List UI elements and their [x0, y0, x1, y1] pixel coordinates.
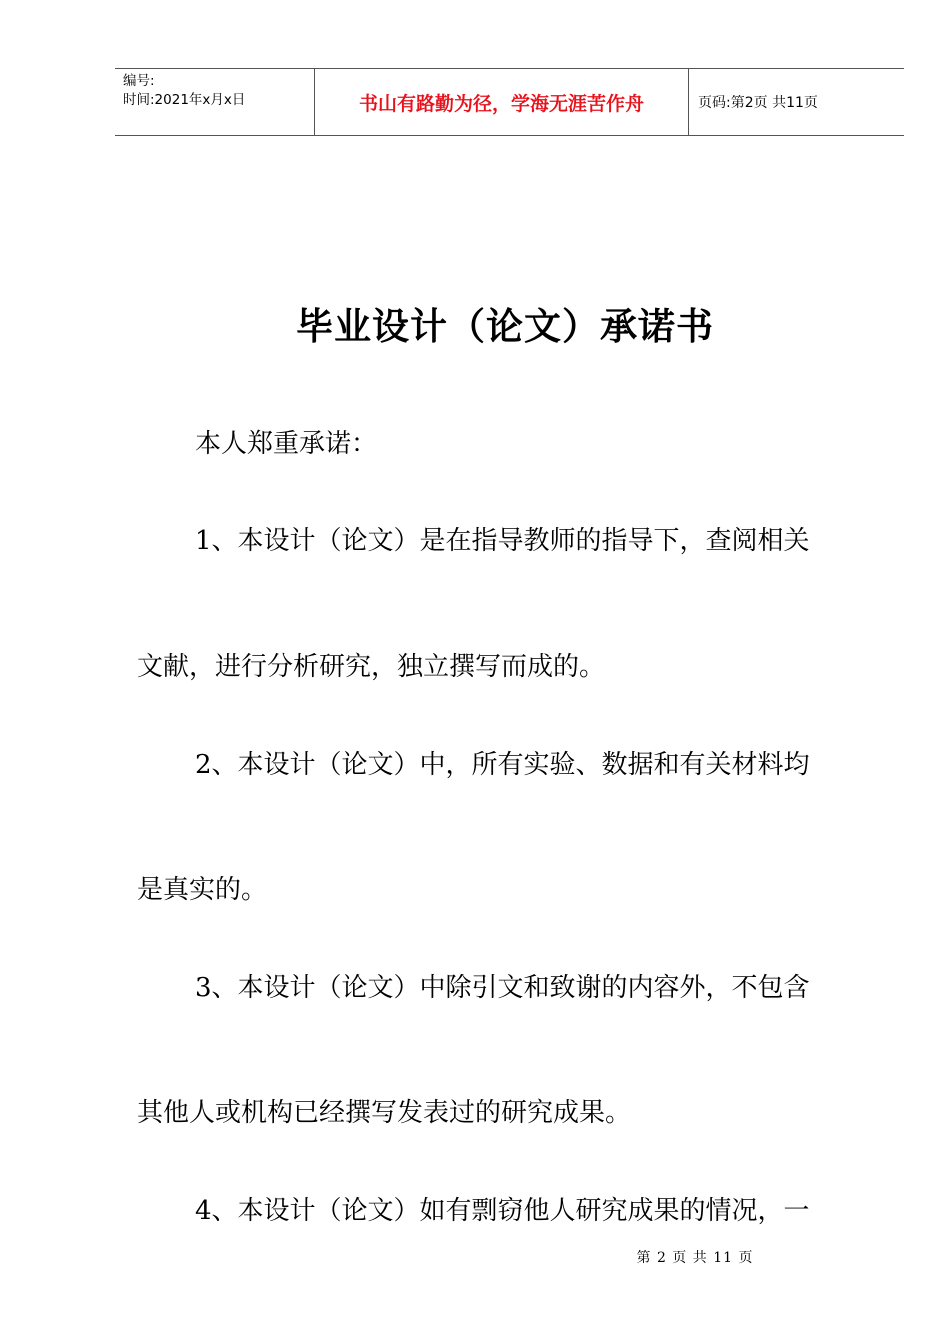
paragraph-line: 本人郑重承诺： [195, 429, 378, 459]
page-header [115, 68, 904, 136]
date-label: 时间:2021年x月x日 [123, 92, 246, 108]
paragraph-line: 是真实的。 [137, 875, 268, 905]
paragraph-line: 4、本设计（论文）如有剽窃他人研究成果的情况，一 [195, 1196, 810, 1226]
paragraph-line: 3、本设计（论文）中除引文和致谢的内容外，不包含 [195, 973, 810, 1003]
paragraph-line: 1、本设计（论文）是在指导教师的指导下，查阅相关 [195, 526, 810, 556]
header-page-info: 页码:第2页 共11页 [698, 95, 818, 111]
paragraph-line: 文献，进行分析研究，独立撰写而成的。 [137, 652, 606, 682]
paragraph-line: 其他人或机构已经撰写发表过的研究成果。 [137, 1098, 632, 1128]
paragraph-line: 2、本设计（论文）中，所有实验、数据和有关材料均 [195, 750, 810, 780]
document-title: 毕业设计（论文）承诺书 [296, 305, 714, 348]
page-footer: 第 2 页 共 11 页 [636, 1250, 754, 1266]
header-meta [115, 69, 315, 135]
number-label: 编号: [123, 73, 155, 89]
header-motto: 书山有路勤为径，学海无涯苦作舟 [315, 69, 689, 135]
